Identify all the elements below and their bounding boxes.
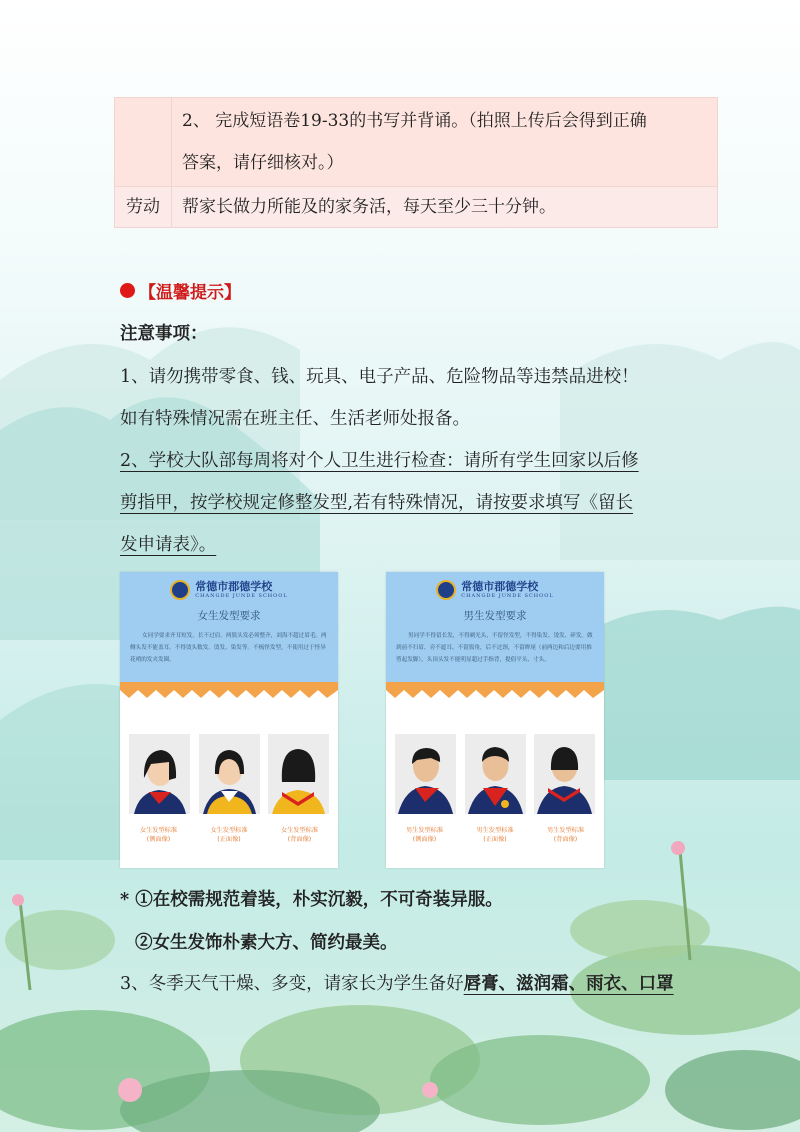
photo-caption: 女生发型标准 (侧面像) bbox=[139, 827, 178, 843]
table-cell-content bbox=[172, 98, 718, 187]
card-title: 男生发型要求 bbox=[463, 610, 527, 622]
card-description: 女同学要求齐耳短发。长不过肩。两鬓头发必须整齐，刘海不超过眉毛。两侧头发不能盖耳。不得烫头数发。烫发、染发等。不梳怪发型。不使用过于怪异花哨的发夹发圈。 bbox=[130, 633, 327, 663]
girl-front-photo bbox=[199, 734, 260, 814]
school-name: 常德市郡德学校 bbox=[195, 579, 273, 593]
table-cell-label bbox=[115, 98, 172, 187]
table-row bbox=[115, 98, 718, 187]
boy-hairstyle-card bbox=[386, 572, 604, 868]
photo-caption: 男生发型标准 (正面像) bbox=[476, 827, 514, 843]
warm-tip-label: 【温馨提示】 bbox=[139, 283, 241, 303]
school-logo bbox=[120, 580, 338, 600]
table-cell-line: 答案，请仔细核对。） bbox=[182, 153, 344, 173]
photo-caption: 男生发型标准 (背面像) bbox=[546, 827, 585, 843]
girl-hairstyle-card bbox=[120, 572, 338, 868]
photo-caption: 女生发型标准 (背面像) bbox=[280, 827, 319, 843]
school-emblem-icon bbox=[170, 580, 190, 600]
photo-caption: 男生发型标准 (侧面像) bbox=[405, 827, 444, 843]
notice-item-3 bbox=[120, 970, 674, 995]
photo-caption: 女生发型标准 (正面像) bbox=[210, 827, 248, 843]
homework-table bbox=[114, 97, 718, 228]
school-emblem-icon bbox=[436, 580, 456, 600]
boy-side-photo bbox=[395, 734, 456, 814]
school-logo bbox=[386, 580, 604, 600]
card-header bbox=[386, 572, 604, 690]
zigzag-border bbox=[386, 682, 604, 698]
school-name-en: CHANGDE JUNDE SCHOOL bbox=[461, 592, 554, 599]
rule-dress-code: * ①在校需规范着装，朴实沉毅，不可奇装异服。 bbox=[120, 890, 503, 910]
rule-hair-accessories: ②女生发饰朴素大方、简约最美。 bbox=[135, 933, 398, 953]
table-cell-content: 帮家长做力所能及的家务活，每天至少三十分钟。 bbox=[172, 187, 718, 228]
red-dot-icon bbox=[120, 283, 135, 298]
warm-tip-heading bbox=[120, 278, 241, 303]
zigzag-border bbox=[120, 682, 338, 698]
notice-item-2-line-1: 2、学校大队部每周将对个人卫生进行检查：请所有学生回家以后修 bbox=[120, 451, 639, 471]
boy-front-photo bbox=[465, 734, 526, 814]
girl-back-photo bbox=[268, 734, 329, 814]
notice-item-3-text: 3、冬季天气干燥、多变，请家长为学生备好 bbox=[120, 974, 464, 994]
boy-back-photo bbox=[534, 734, 595, 814]
table-row bbox=[115, 187, 718, 228]
notice-item-2-line-2: 剪指甲，按学校规定修整发型,若有特殊情况，请按要求填写《留长 bbox=[120, 493, 634, 513]
school-name-en: CHANGDE JUNDE SCHOOL bbox=[195, 592, 288, 599]
school-name: 常德市郡德学校 bbox=[461, 579, 539, 593]
girl-side-photo bbox=[129, 734, 190, 814]
card-description: 男同学不得留长发，不得剃光头，不留怪发型，不得染发、烫发、碎发。做到前不扫眉，旁不遮耳，不留鬓角，后不过颈，不留辫尾（前两边和后边要用推剪起发脚），头顶头发不能明显超过手指背，提倡平头、寸头。 bbox=[396, 633, 593, 663]
notice-item-3-supplies: 唇膏、滋润霜、雨衣、口罩 bbox=[463, 974, 674, 994]
notice-item-1-line-1: 1、请勿携带零食、钱、玩具、电子产品、危险物品等违禁品进校！ bbox=[120, 367, 639, 387]
table-cell-label: 劳动 bbox=[115, 187, 172, 228]
notice-item-2-line-3: 发申请表》。 bbox=[120, 535, 217, 555]
notice-title: 注意事项： bbox=[120, 324, 208, 344]
table-cell-line: 2、 完成短语卷19-33的书写并背诵。（拍照上传后会得到正确 bbox=[182, 111, 647, 131]
card-header bbox=[120, 572, 338, 690]
notice-item-1-line-2: 如有特殊情况需在班主任、生活老师处报备。 bbox=[120, 409, 470, 429]
card-title: 女生发型要求 bbox=[197, 610, 261, 622]
